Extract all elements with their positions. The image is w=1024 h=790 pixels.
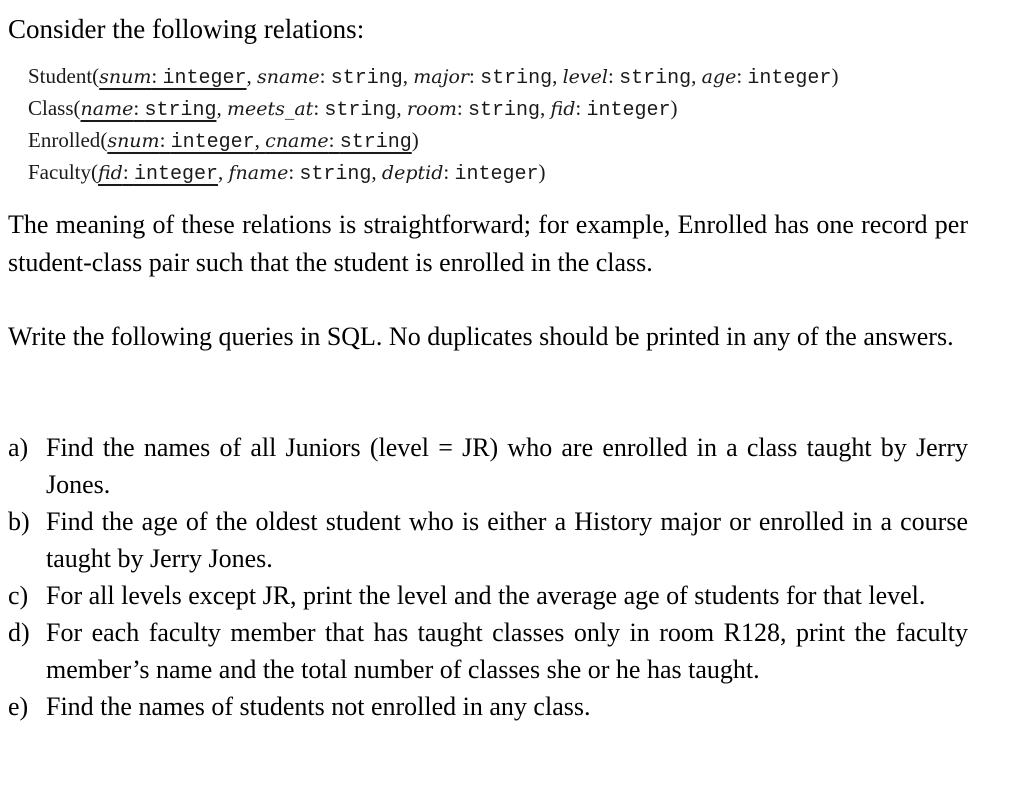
query-text: Find the names of students not enrolled in any class.	[46, 692, 591, 721]
attribute: major: string	[413, 64, 553, 90]
attribute: sname: string	[257, 64, 403, 90]
relation-name: Faculty	[28, 160, 91, 184]
attribute-type: string	[619, 67, 692, 90]
query-text: Find the names of all Juniors (level = JR) who are enrolled in a class taught by Jerry Jones.	[46, 433, 968, 499]
instructions: Write the following queries in SQL. No duplicates should be printed in any of the answers.	[8, 322, 954, 351]
query-item-c	[8, 577, 968, 614]
attribute-type: string	[299, 163, 372, 186]
relation-name: Enrolled	[28, 128, 101, 152]
attribute-type: integer	[747, 67, 832, 90]
query-text: For each faculty member that has taught classes only in room R128, print the faculty member’s name and the total number of classes she or he has taught.	[46, 618, 968, 684]
attribute: name: string	[80, 96, 217, 122]
query-item-a	[8, 429, 968, 503]
attribute-name: cname	[265, 130, 329, 152]
attribute-type: string	[480, 67, 553, 90]
relation-enrolled: Enrolled(snum: integer, cname: string)	[28, 128, 419, 154]
relations-explanation: The meaning of these relations is straightforward; for example, Enrolled has one record per student-class pair such that the student is enrolled in the class.	[8, 210, 968, 277]
query-text: Find the age of the oldest student who is either a History major or enrolled in a course taught by Jerry Jones.	[46, 507, 968, 573]
attribute: fname: string	[228, 160, 372, 186]
attribute: snum: integer, cname: string	[107, 128, 412, 154]
attribute-name: snum	[99, 66, 152, 88]
relation-faculty: Faculty(fid: integer, fname: string, deptid: integer)	[28, 160, 546, 186]
attribute-name: name	[80, 98, 134, 120]
attribute-name: sname	[257, 66, 320, 88]
attribute: room: string	[406, 96, 541, 122]
query-marker: b)	[8, 507, 30, 536]
relation-student: Student(snum: integer, sname: string, major: string, level: string, age: integer)	[28, 64, 839, 90]
attribute-name: fid	[98, 162, 123, 184]
query-list	[8, 429, 968, 725]
attribute: fid: integer	[98, 160, 218, 186]
attribute-name: fname	[228, 162, 289, 184]
attribute-name: major	[413, 66, 469, 88]
attribute-name: meets_at	[226, 98, 314, 120]
attribute: meets_at: string	[226, 96, 397, 122]
query-item-b	[8, 503, 968, 577]
attribute-type: string	[330, 67, 403, 90]
attribute-name: snum	[107, 130, 160, 152]
attribute-type: integer	[586, 99, 671, 122]
relation-name: Class	[28, 96, 74, 120]
query-marker: c)	[8, 581, 29, 610]
attribute-type: string	[144, 99, 217, 122]
attribute-name: level	[562, 66, 608, 88]
attribute-type: integer	[454, 163, 539, 186]
query-marker: e)	[8, 692, 29, 721]
attribute-type: integer	[162, 67, 247, 90]
attribute-type: string	[324, 99, 397, 122]
query-marker: d)	[8, 618, 30, 647]
attribute: age: integer	[701, 64, 832, 90]
attribute-name: fid	[550, 98, 576, 120]
attribute: fid: integer	[550, 96, 671, 122]
query-text: For all levels except JR, print the level and the average age of students for that level.	[46, 581, 926, 610]
query-marker: a)	[8, 433, 29, 462]
attribute-type: string	[339, 131, 412, 154]
intro-heading: Consider the following relations:	[8, 14, 365, 44]
attribute-type: integer	[170, 131, 255, 154]
relation-name: Student	[28, 64, 93, 88]
attribute: deptid: integer	[381, 160, 539, 186]
relation-class: Class(name: string, meets_at: string, room: string, fid: integer)	[28, 96, 678, 122]
attribute: level: string	[562, 64, 692, 90]
query-item-e	[8, 688, 968, 725]
attribute-name: deptid	[381, 162, 444, 184]
attribute-type: string	[468, 99, 541, 122]
attribute-type: integer	[133, 163, 218, 186]
relation-schema-block	[28, 60, 1018, 188]
query-item-d	[8, 614, 968, 688]
attribute-name: room	[406, 98, 457, 120]
attribute: snum: integer	[99, 64, 247, 90]
attribute-name: age	[701, 66, 737, 88]
